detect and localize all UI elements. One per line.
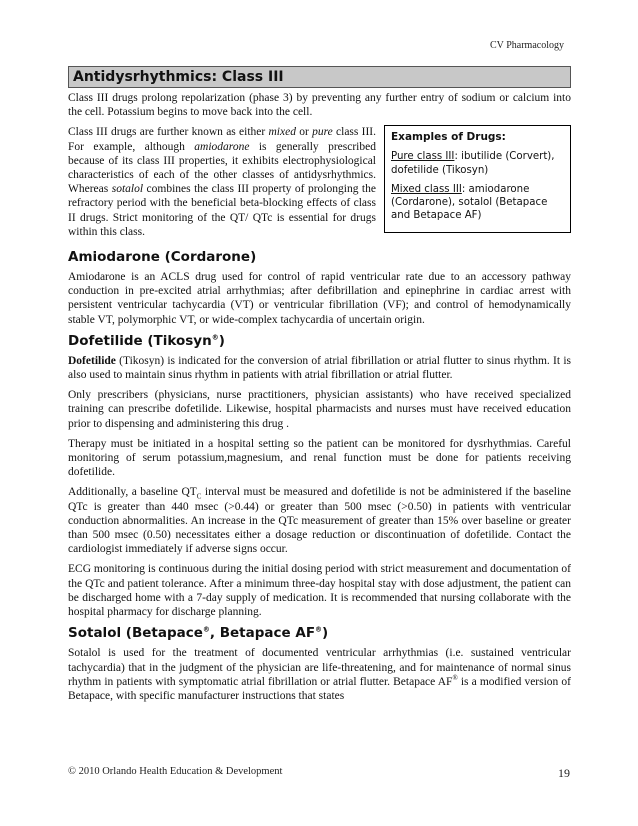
text-segment: Class III drugs are further known as either (68, 126, 269, 139)
subscript: C (196, 492, 202, 501)
sotalol-paragraph (68, 646, 571, 703)
term-sotalol: sotalol (111, 183, 144, 196)
dofetilide-indication-paragraph (68, 354, 571, 382)
dofetilide-prescribers-paragraph: Only prescribers (physicians, nurse practitioners, physician assistants) who have received specialized training can prescribe dofetilide. Likewise, hospital pharmacists and nurses must have received education prior to dispensing and administering this drug . (68, 389, 571, 430)
text-segment: or (295, 126, 313, 139)
heading-text: Dofetilide (Tikosyn (68, 332, 212, 349)
page-footer (68, 766, 570, 781)
heading-text: , Betapace AF (209, 625, 316, 642)
sotalol-heading (68, 625, 571, 642)
drug-name-bold: Dofetilide (68, 354, 116, 367)
registered-mark: ® (452, 673, 458, 682)
page-content (68, 66, 571, 709)
dofetilide-qtc-paragraph (68, 485, 571, 556)
page-number: 19 (558, 766, 570, 780)
class-iii-overview (68, 125, 571, 245)
pure-class-label: Pure class III (391, 151, 455, 163)
pure-class-drugs: : ibutilide (Corvert), dofetilide (Tikosyn) (391, 151, 555, 176)
mixed-class-drugs: : amiodarone (Cordarone), sotalol (Betapace and Betapace AF) (391, 183, 548, 222)
dofetilide-heading (68, 333, 571, 350)
amiodarone-heading: Amiodarone (Cordarone) (68, 249, 257, 266)
text-segment: Additionally, a baseline QT (68, 486, 197, 499)
dofetilide-therapy-paragraph: Therapy must be initiated in a hospital setting so the patient can be monitored for dysrhythmias. Careful monitoring of serum potassium,magnesium, and renal function must be done for patients receiving dofetilide. (68, 437, 571, 479)
dofetilide-ecg-paragraph: ECG monitoring is continuous during the initial dosing period with strict measurement and documentation of the QTc and patient tolerance. After a minimum three-day hospital stay with dose adjustment, the patient can be discharged home with a 7-day supply of medication. It is recommended that nursing collaborate with the hospital pharmacy for discharge planning. (68, 563, 571, 619)
text-segment: combines the class III property of prolonging the refractory period with the beneficial beta-blocking effects of class II drugs. Strict monitoring of the QT/ QTc is essential for drugs within this class. (68, 183, 376, 238)
text-segment: (Tikosyn) is indicated for the conversion of atrial fibrillation or atrial flutter to sinus rhythm. It is also used to maintain sinus rhythm in patients with atrial fibrillation or atrial flutter. (68, 354, 571, 382)
registered-mark: ® (211, 333, 219, 342)
section-title-bar (68, 66, 571, 88)
examples-of-drugs-box (384, 125, 571, 233)
heading-text: Sotalol (Betapace (68, 625, 203, 642)
heading-text: ) (218, 332, 225, 349)
mixed-class-iii-line (391, 183, 564, 223)
text-segment: interval must be measured and dofetilide is not be administered if the baseline QTc is greater than 440 msec (>0.44) or greater than 500 msec (>0.50) in patients with ventricular conduction abnormalities. An increase in the QTc measurement of greater than 15% over baseline or greater than 500 msec (0.50) necessitates either a dosage reduction or discontinuation of dofetilide. Contact the cardiologist immediately if adverse signs occur. (68, 486, 571, 556)
text-segment: Sotalol is used for the treatment of documented ventricular arrhythmias (i.e. sustained ventricular tachycardia) that in the judgment of the physician are life-threatening, and for maintenance of normal sinus rhythm in patients with symptomatic atrial fibrillation or atrial flutter. Betapace AF (68, 647, 571, 688)
text-segment: is a modified version of Betapace, with specific manufacturer instructions that states (68, 675, 571, 702)
examples-box-title: Examples of Drugs: (391, 131, 506, 144)
running-header: CV Pharmacology (490, 40, 564, 51)
term-amiodarone: amiodarone (194, 140, 250, 153)
term-pure: pure (312, 126, 333, 139)
footer-copyright: © 2010 Orlando Health Education & Development (68, 766, 283, 777)
text-segment: is generally prescribed because of its class III properties, it exhibits electrophysiological characteristics of each of the other classes of antidysrhythmics. Whereas (68, 140, 376, 196)
registered-mark: ® (202, 625, 210, 634)
mixed-class-label: Mixed class III (391, 183, 462, 195)
intro-paragraph: Class III drugs prolong repolarization (phase 3) by preventing any further entry of sodium or calcium into the cell. Potassium begins to move back into the cell. (68, 92, 571, 119)
text-segment: class III. For example, although (68, 126, 377, 153)
amiodarone-paragraph: Amiodarone is an ACLS drug used for control of rapid ventricular rate due to an accessory pathway conduction in pre-excited atrial arrhythmias; after defibrillation and epinephrine in cardiac arrest with persistent ventricular tachycardia (VT) or ventricular fibrillation (VF); and control of hemodynamically stable VT, polymorphic VT, or wide-complex tachycardia of uncertain origin. (68, 271, 571, 326)
registered-mark: ® (315, 625, 323, 634)
pure-class-iii-line (391, 150, 564, 176)
heading-text: ) (322, 625, 329, 642)
term-mixed: mixed (268, 126, 296, 139)
section-title: Antidysrhythmics: Class III (73, 69, 284, 85)
